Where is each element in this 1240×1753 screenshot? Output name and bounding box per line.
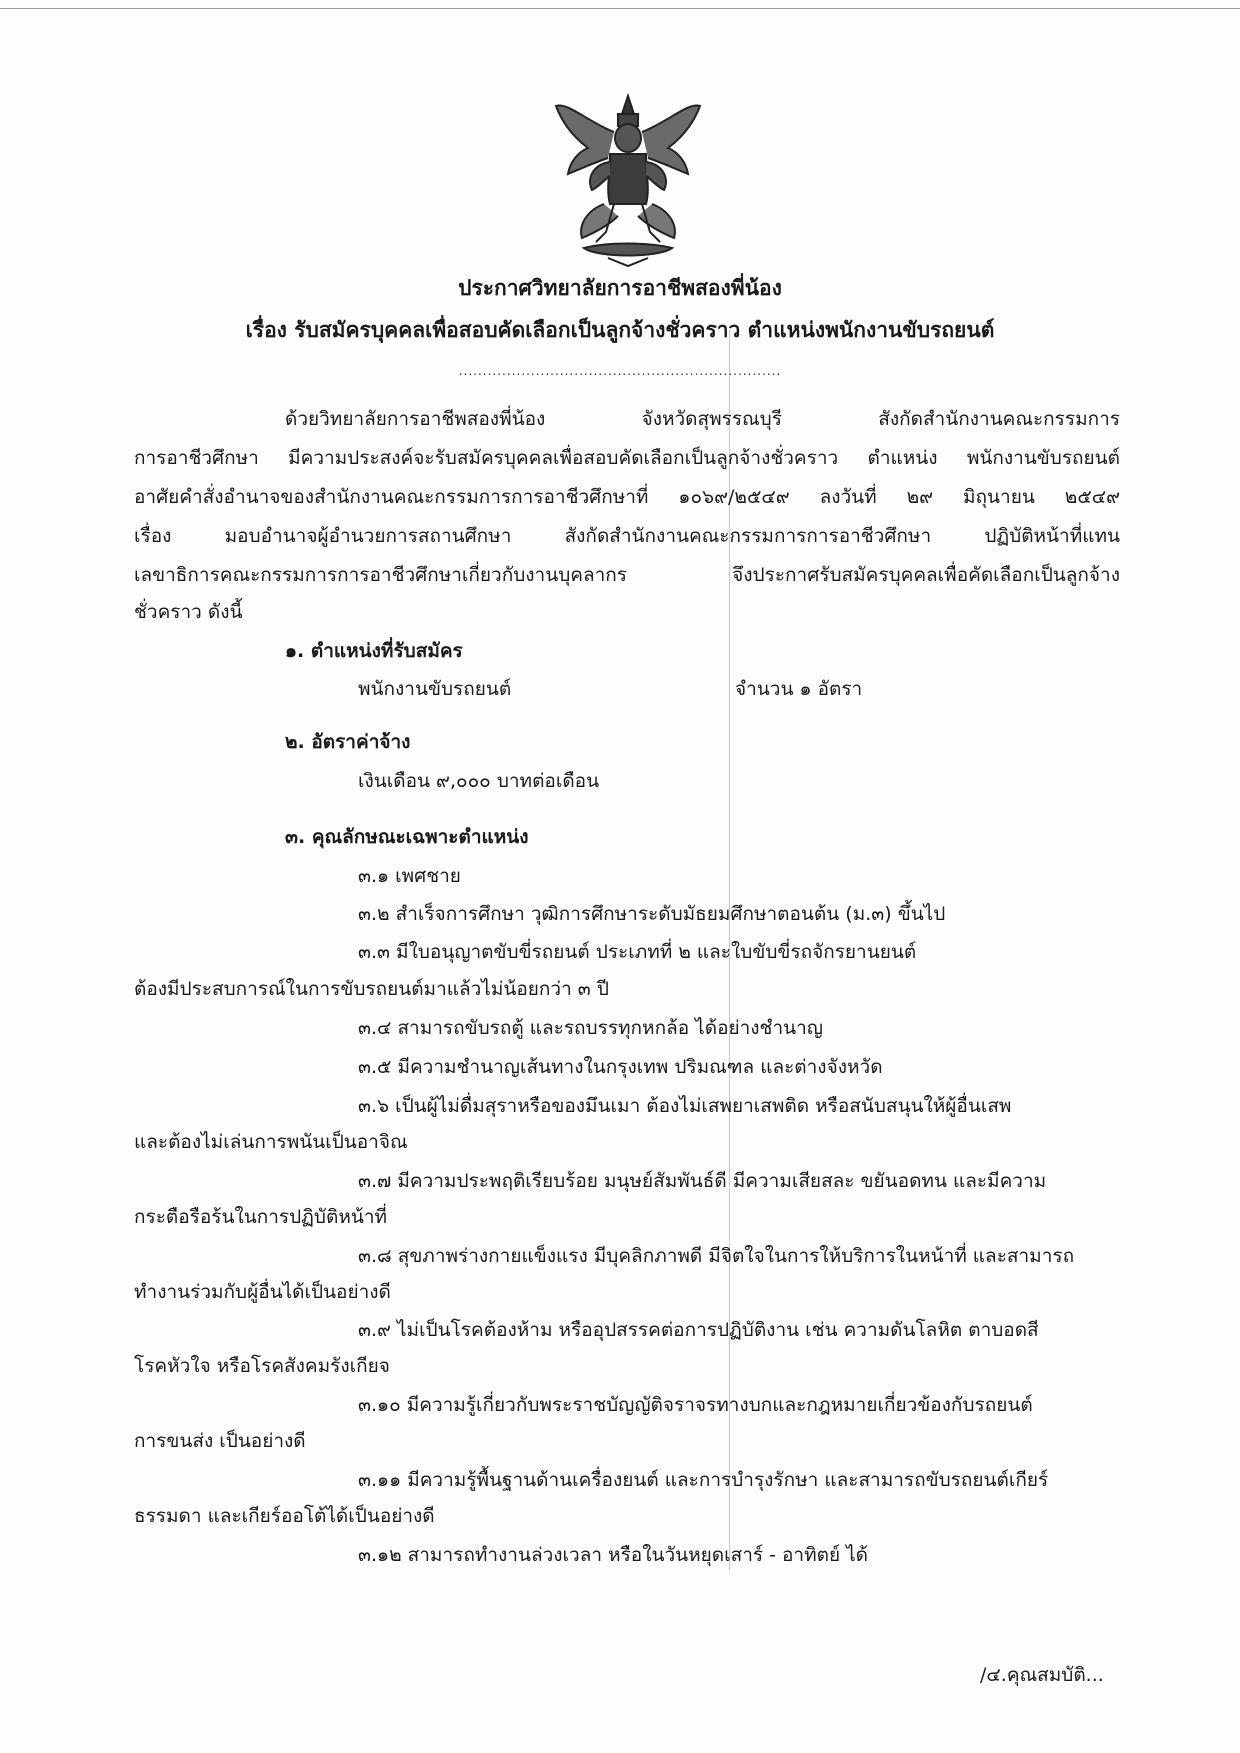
announcement-title: ประกาศวิทยาลัยการอาชีพสองพี่น้อง <box>458 276 782 300</box>
qualification-item: ๓.๔ สามารถขับรถตู้ และรถบรรทุกหกล้อ ได้อย่างชำนาญ <box>358 1017 823 1039</box>
scan-top-edge <box>0 8 1240 9</box>
qualification-item-cont: ธรรมดา และเกียร์ออโต้ได้เป็นอย่างดี <box>134 1505 435 1527</box>
salary-value: เงินเดือน ๙,๐๐๐ บาทต่อเดือน <box>358 770 600 792</box>
qualification-item: ๓.๑๑ มีความรู้พื้นฐานด้านเครื่องยนต์ และการบำรุงรักษา และสามารถขับรถยนต์เกียร์ <box>358 1469 1049 1491</box>
qualification-item: ๓.๖ เป็นผู้ไม่ดื่มสุราหรือของมึนเมา ต้องไม่เสพยาเสพติด หรือสนับสนุนให้ผู้อื่นเสพ <box>358 1095 1012 1117</box>
qualification-item-cont: การขนส่ง เป็นอย่างดี <box>134 1430 306 1452</box>
section-2-heading: ๒. อัตราค่าจ้าง <box>285 731 411 753</box>
qualification-item-cont: และต้องไม่เล่นการพนันเป็นอาจิณ <box>134 1131 408 1153</box>
qualification-item-cont: ทำงานร่วมกับผู้อื่นได้เป็นอย่างดี <box>134 1281 391 1303</box>
garuda-emblem-icon <box>548 92 708 268</box>
section-3-heading: ๓. คุณลักษณะเฉพาะตำแหน่ง <box>285 826 529 848</box>
position-name: พนักงานขับรถยนต์ <box>358 678 512 700</box>
qualification-item: ๓.๙ ไม่เป็นโรคต้องห้าม หรืออุปสรรคต่อการปฏิบัติงาน เช่น ความดันโลหิต ตาบอดสี <box>358 1319 1039 1341</box>
intro-line: อาศัยคำสั่งอำนาจของสำนักงานคณะกรรมการการอาชีวศึกษาที่ ๑๐๖๙/๒๕๔๙ ลงวันที่ ๒๙ มิถุนายน ๒๕๔๙ <box>134 486 1120 508</box>
qualification-item: ๓.๘ สุขภาพร่างกายแข็งแรง มีบุคลิกภาพดี มีจิตใจในการให้บริการในหน้าที่ และสามารถ <box>358 1245 1075 1267</box>
qualification-item: ๓.๓ มีใบอนุญาตขับขี่รถยนต์ ประเภทที่ ๒ และใบขับขี่รถจักรยานยนต์ <box>358 941 917 963</box>
announcement-subject: เรื่อง รับสมัครบุคคลเพื่อสอบคัดเลือกเป็นลูกจ้างชั่วคราว ตำแหน่งพนักงานขับรถยนต์ <box>245 318 995 342</box>
section-1-heading: ๑. ตำแหน่งที่รับสมัคร <box>285 640 463 662</box>
title-separator: ................................................................... <box>458 364 782 378</box>
qualification-item: ๓.๒ สำเร็จการศึกษา วุฒิการศึกษาระดับมัธยมศึกษาตอนต้น (ม.๓) ขึ้นไป <box>358 903 946 925</box>
qualification-item: ๓.๑๒ สามารถทำงานล่วงเวลา หรือในวันหยุดเสาร์ - อาทิตย์ ได้ <box>358 1544 869 1566</box>
position-count: จำนวน ๑ อัตรา <box>735 678 863 700</box>
qualification-item: ๓.๑ เพศชาย <box>358 865 461 887</box>
qualification-item: ๓.๗ มีความประพฤติเรียบร้อย มนุษย์สัมพันธ์ดี มีความเสียสละ ขยันอดทน และมีความ <box>358 1170 1047 1192</box>
intro-line: ด้วยวิทยาลัยการอาชีพสองพี่น้อง จังหวัดสุพรรณบุรี สังกัดสำนักงานคณะกรรมการ <box>285 408 1120 430</box>
intro-line: การอาชีวศึกษา มีความประสงค์จะรับสมัครบุคคลเพื่อสอบคัดเลือกเป็นลูกจ้างชั่วคราว ตำแหน่ง พนักงานขับรถยนต์ <box>134 447 1120 469</box>
intro-line: ชั่วคราว ดังนี้ <box>134 601 243 623</box>
qualification-item-cont: โรคหัวใจ หรือโรคสังคมรังเกียจ <box>134 1355 390 1377</box>
continued-marker: /๔.คุณสมบัติ... <box>980 1664 1104 1686</box>
qualification-item: ๓.๕ มีความชำนาญเส้นทางในกรุงเทพ ปริมณฑล และต่างจังหวัด <box>358 1056 883 1078</box>
qualification-item: ๓.๑๐ มีความรู้เกี่ยวกับพระราชบัญญัติจราจรทางบกและกฎหมายเกี่ยวข้องกับรถยนต์ <box>358 1394 1033 1416</box>
qualification-item-cont: ต้องมีประสบการณ์ในการขับรถยนต์มาแล้วไม่น้อยกว่า ๓ ปี <box>134 978 609 1000</box>
intro-line: เลขาธิการคณะกรรมการการอาชีวศึกษาเกี่ยวกับงานบุคลากร จึงประกาศรับสมัครบุคคลเพื่อคัดเลือกเป็นลูกจ้าง <box>134 564 1120 586</box>
intro-line: เรื่อง มอบอำนาจผู้อำนวยการสถานศึกษา สังกัดสำนักงานคณะกรรมการการอาชีวศึกษา ปฏิบัติหน้าที่แทน <box>134 525 1120 547</box>
qualification-item-cont: กระตือรือร้นในการปฏิบัติหน้าที่ <box>134 1206 388 1228</box>
